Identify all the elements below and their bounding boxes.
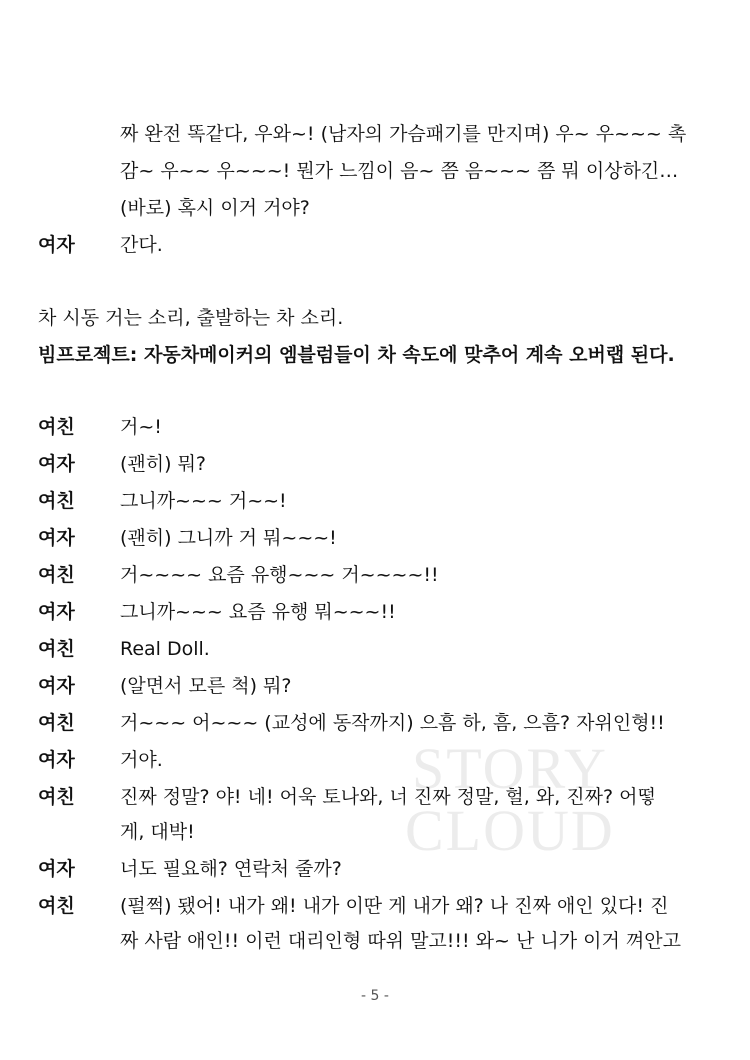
dialogue-text-cont: 게, 대박! xyxy=(120,821,195,843)
speaker-name: 여친 xyxy=(38,416,75,438)
speaker-name: 여자 xyxy=(38,453,75,475)
speaker-name: 여자 xyxy=(38,527,75,549)
dialogue-text: (괜히) 그니까 거 뭐~~~! xyxy=(120,527,337,549)
stage-direction: 차 시동 거는 소리, 출발하는 차 소리. xyxy=(38,307,344,329)
dialogue-text: 짜 완전 똑같다, 우와~! (남자의 가슴패기를 만지며) 우~ 우~~~ 촉 xyxy=(120,123,687,145)
dialogue-text: 거~~~ 어~~~ (교성에 동작까지) 으흠 하, 흠, 으흠? 자위인형!! xyxy=(120,712,665,734)
watermark-line: STORY xyxy=(411,736,608,801)
speaker-name: 여친 xyxy=(38,564,75,586)
speaker-name: 여친 xyxy=(38,638,75,660)
dialogue-text: 거~~~~ 요즘 유행~~~ 거~~~~!! xyxy=(120,564,439,586)
dialogue-text: 그니까~~~ 요즘 유행 뭐~~~!! xyxy=(120,601,396,623)
dialogue-text: (펄쩍) 됐어! 내가 왜! 내가 이딴 게 내가 왜? 나 진짜 애인 있다! 진 xyxy=(120,895,669,917)
dialogue-text: 간다. xyxy=(120,234,163,256)
speaker-name: 여자 xyxy=(38,234,75,256)
speaker-name: 여친 xyxy=(38,490,75,512)
dialogue-text: Real Doll. xyxy=(120,638,210,660)
speaker-name: 여자 xyxy=(38,858,75,880)
dialogue-text: 거~! xyxy=(120,416,162,438)
speaker-name: 여친 xyxy=(38,786,75,808)
dialogue-text: 거야. xyxy=(120,749,163,771)
dialogue-text: (알면서 모른 척) 뭐? xyxy=(120,675,292,697)
speaker-name: 여친 xyxy=(38,712,75,734)
speaker-name: 여자 xyxy=(38,601,75,623)
dialogue-text: 감~ 우~~ 우~~~! 뭔가 느낌이 음~ 쯤 음~~~ 쯤 뭐 이상하긴… xyxy=(120,160,679,182)
speaker-name: 여친 xyxy=(38,895,75,917)
dialogue-text: 너도 필요해? 연락처 줄까? xyxy=(120,858,342,880)
dialogue-text: (바로) 혹시 이거 거야? xyxy=(120,197,310,219)
speaker-name: 여자 xyxy=(38,749,75,771)
dialogue-text-cont: 짜 사람 애인!! 이런 대리인형 따위 말고!!! 와~ 난 니가 이거 껴안고 xyxy=(120,930,681,952)
page-number: - 5 - xyxy=(361,988,389,1004)
dialogue-text: 그니까~~~ 거~~! xyxy=(120,490,287,512)
dialogue-text: 진짜 정말? 야! 네! 어욱 토나와, 너 진짜 정말, 헐, 와, 진짜? 어떻 xyxy=(120,786,656,808)
watermark-line: CLOUD xyxy=(405,798,615,863)
speaker-name: 여자 xyxy=(38,675,75,697)
dialogue-text: (괜히) 뭐? xyxy=(120,453,207,475)
projection-direction: 빔프로젝트: 자동차메이커의 엠블럼들이 차 속도에 맞추어 계속 오버랩 된다. xyxy=(38,344,675,366)
